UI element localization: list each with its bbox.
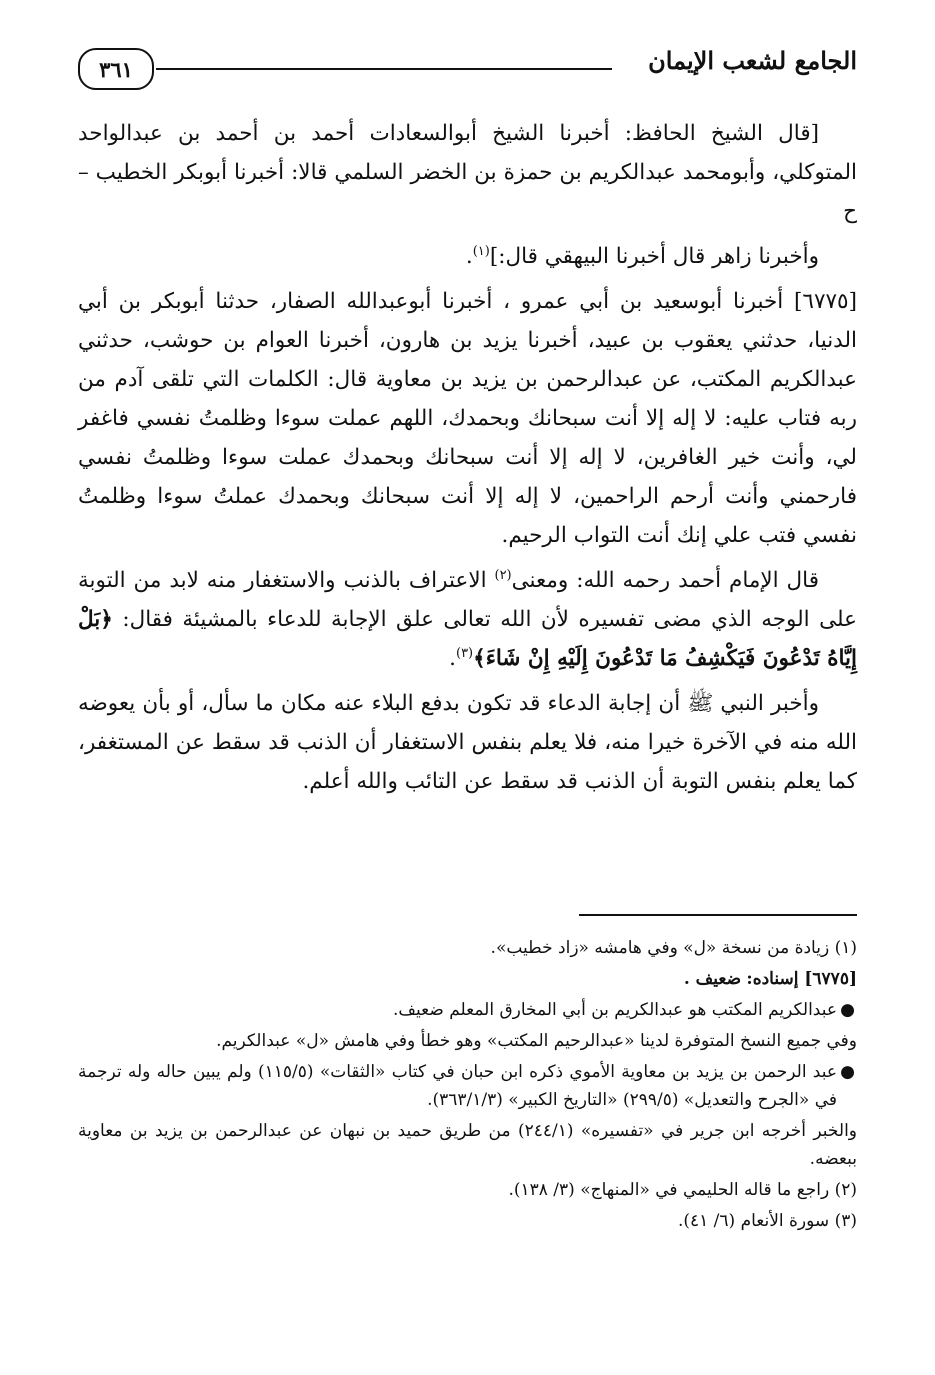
isnad-grade bbox=[78, 965, 857, 993]
bullet-text-1: عبدالكريم المكتب هو عبدالكريم بن أبي المخارق المعلم ضعيف. bbox=[393, 1000, 837, 1020]
isnad-value: ضعيف . bbox=[683, 969, 742, 989]
isnad-label: [٦٧٧٥] إسناده: bbox=[746, 969, 857, 989]
page-header bbox=[78, 38, 857, 98]
paragraph-chain-continued bbox=[78, 237, 857, 276]
bullet-note-1 bbox=[78, 996, 857, 1024]
paragraph-chain: [قال الشيخ الحافظ: أخبرنا الشيخ أبوالسعادات أحمد بن أحمد بن عبدالواحد المتوكلي، وأبومحمد عبدالكريم بن حمزة بن الخضر السلمي قالا: أخبرنا أبوبكر الخطيب – ح bbox=[78, 121, 857, 224]
footnote-2: (٢) راجع ما قاله الحليمي في «المنهاج» (٣/ ١٣٨). bbox=[508, 1180, 857, 1200]
footnote-ref-1[interactable]: (١) bbox=[472, 243, 490, 259]
running-title: الجامع لشعب الإيمان bbox=[648, 46, 857, 75]
quran-verse: ﴿بَلْ إِيَّاهُ تَدْعُونَ فَيَكْشِفُ مَا تَدْعُونَ إِلَيْهِ إِنْ شَاءَ﴾ bbox=[78, 607, 857, 671]
hadith-paragraph: [٦٧٧٥] أخبرنا أبوسعيد بن أبي عمرو ، أخبرنا أبوعبدالله الصفار، حدثنا أبوبكر بن أبي الدنيا، حدثني يعقوب بن عبيد، أخبرنا يزيد بن هارون، أخبرنا العوام بن حوشب، حدثني عبدالكريم المكتب، عن عبدالرحمن بن يزيد بن معاوية قال: الكلمات التي تلقى آدم من ربه فتاب عليه: لا إله إلا أنت سبحانك وبحمدك، اللهم عملت سوءا وظلمتُ نفسي فاغفر لي، وأنت خير الغافرين، لا إله إلا أنت سبحانك وبحمدك عملت سوءا وظلمتُ نفسي فارحمني وأنت أرحم الراحمين، لا إله إلا أنت سبحانك وبحمدك عملتُ سوءا وظلمتُ نفسي فتب علي إنك أنت التواب الرحيم. bbox=[78, 289, 857, 548]
footnotes bbox=[78, 934, 857, 1238]
footnote-1: (١) زيادة من نسخة «ل» وفي هامشه «زاد خطيب». bbox=[490, 938, 857, 958]
commentary-paragraph bbox=[78, 561, 857, 678]
closing-paragraph: وأخبر النبي ﷺ أن إجابة الدعاء قد تكون بدفع البلاء عنه مكان ما سأل، أو بأن يعوضه الله منه في الآخرة خيرا منه، فلا يعلم بنفس الاستغفار أن الذنب قد سقط عن المستغفر، كما يعلم بنفس التوبة أن الذنب قد سقط عن التائب والله أعلم. bbox=[78, 691, 857, 794]
chain-text: وأخبرنا زاهر قال أخبرنا البيهقي قال:] bbox=[489, 244, 819, 269]
bullet-text-2: عبد الرحمن بن يزيد بن معاوية الأموي ذكره ابن حبان في كتاب «الثقات» (١١٥/٥) ولم يبين حاله وله ترجمة في «الجرح والتعديل» (٢٩٩/٥) «التاريخ الكبير» (٣٦٣/١/٣). bbox=[78, 1062, 838, 1110]
bullet-icon: ● bbox=[840, 1000, 855, 1020]
footnote-3: (٣) سورة الأنعام (٦/ ٤١). bbox=[677, 1211, 857, 1231]
page-number: ٣٦١ bbox=[99, 56, 133, 82]
footnote-ref-3[interactable]: (٣) bbox=[455, 645, 474, 661]
main-text bbox=[78, 114, 857, 807]
commentary-intro: قال الإمام أحمد رحمه الله: ومعنى bbox=[511, 568, 820, 593]
note-takhrij: والخبر أخرجه ابن جرير في «تفسيره» (٢٤٤/١) من طريق حميد بن نبهان عن عبدالرحمن بن يزيد بن معاوية ببعضه. bbox=[78, 1121, 858, 1169]
period: . bbox=[449, 646, 456, 671]
page-number-badge bbox=[78, 48, 154, 90]
period: . bbox=[465, 244, 473, 269]
footnote-separator bbox=[579, 914, 857, 916]
header-rule bbox=[156, 68, 612, 70]
commentary-body: الاعتراف بالذنب والاستغفار منه لابد من التوبة على الوجه الذي مضى تفسيره لأن الله تعالى علق الإجابة للدعاء بالمشيئة فقال: bbox=[78, 568, 857, 632]
bullet-icon: ● bbox=[840, 1062, 855, 1082]
bullet-note-2 bbox=[78, 1058, 857, 1114]
note-variant: وفي جميع النسخ المتوفرة لدينا «عبدالرحيم المكتب» وهو خطأ وفي هامش «ل» عبدالكريم. bbox=[216, 1031, 857, 1051]
footnote-ref-2[interactable]: (٢) bbox=[494, 567, 512, 583]
